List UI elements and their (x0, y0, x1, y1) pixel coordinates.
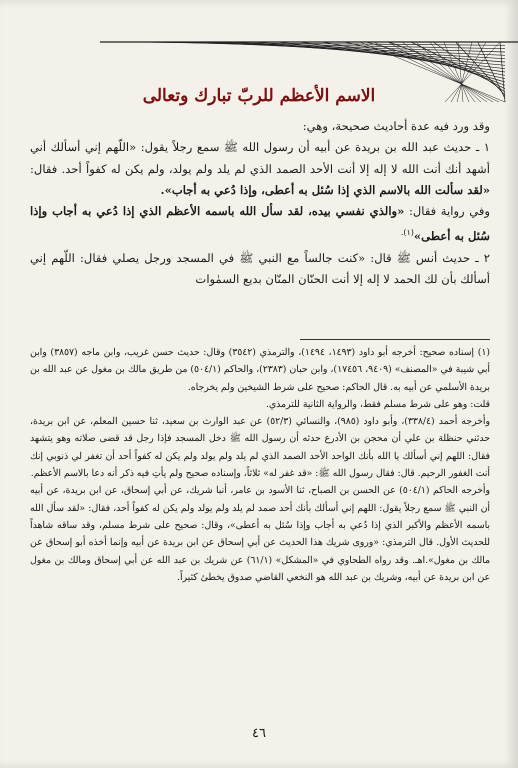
hadith-1 (30, 137, 490, 201)
footnote-hakim: وأخرجه الحاكم (٥٠٤/١) عن الحسن بن الصباح، ثنا الأسود بن عامر، أنبا شريك، عن أبي إسحاق، عن ابن بريدة، عن أبيه أن النبي ﷺ سمع رجلاً يقول: اللهم إني أسألك بأنك أحد صمد لم يلد ولم يولد ولم يكن له كفواً أحد، فقال: «لقد سأل الله باسمه الأعظم والأكبر الذي إذا دُعي به أجاب وإذا سُئل به أعطى»، وقال: صحيح على شرط مسلم، وقد ساقه شاهداً للحديث الأول. قال الترمذي: «وروى شريك هذا الحديث عن أبي إسحاق عن ابن بريدة عن أبيه وإنما أخذه أبو إسحاق عن مالك بن مغول».اهـ. وقد رواه الطحاوي في «المشكل» (٦١/١) عن شريك بن عبد الله عن أبي إسحاق ومالك بن مغول عن ابن بريدة عن أبيه، وشريك بن عبد الله هو النخعي القاضي صدوق يخطئ كثيراً. (30, 485, 490, 583)
chapter-title: الاسم الأعظم للربّ تبارك وتعالى (142, 86, 376, 106)
page-number: ٤٦ (252, 726, 266, 741)
footnotes (30, 344, 490, 586)
hadith-2-text: ٢ ـ حديث أنس ﷺ قال: «كنت جالساً مع النبي ﷺ في المسجد ورجل يصلي فقال: اللّهم إني أسألك بأن لك الحمد لا إله إلا أنت الحنّان المنّان بديع السمٰوات (30, 250, 490, 286)
hadith-2 (30, 248, 490, 291)
variant-quote: «والذي نفسي بيده، لقد سأل الله باسمه الأعظم الذي إذا دُعي به أجاب وإذا سُئل به أعطى» (30, 204, 490, 244)
variant-text: وفي رواية فقال: (408, 204, 491, 219)
footnote-comment: قلت: وهو على شرط مسلم فقط، والرواية الثانية للترمذي. (265, 398, 490, 410)
hadith-1-quote: «لقد سألت الله بالاسم الذي إذا سُئل به أعطى، وإذا دُعي به أجاب». (160, 182, 490, 197)
footnote-ahmad: وأخرجه أحمد (٣٣٨/٤)، وأبو داود (٩٨٥)، والنسائي (٥٢/٣) عن عبد الوارث بن سعيد، ثنا حسين المعلم، عن ابن بريدة، حدثني حنظلة بن علي أن محجن بن الأدرع حدثه أن رسول الله ﷺ دخل المسجد فإذا رجل قد قضى صلاته وهو يتشهد فقال: اللهم إني أسألك يا الله بأنك الواحد الأحد الصمد الذي لم يلد ولم يولد ولم يكن له كفواً أحد أن تغفر لي ذنوبي إنك أنت الغفور الرحيم. قال: فقال رسول الله ﷺ: «قد غفر له» ثلاثاً، وإسناده صحيح ولم يأتِ فيه ذكر أنه دعا بالاسم الأعظم. (30, 416, 490, 480)
footnote-divider (300, 339, 490, 340)
intro-line: وقد ورد فيه عدة أحاديث صحيحة، وهي: (302, 119, 490, 133)
main-text (30, 116, 490, 290)
hadith-1-text: ١ ـ حديث عبد الله بن بريدة عن أبيه أن رسول الله ﷺ سمع رجلاً يقول: «اللّهم إني أسألك أني أشهد أنك أنت الله لا إله إلا أنت الأحد الصمد الذي لم يلد ولم يولد، ولم يكن له كفواً أحد. فقال: (30, 140, 490, 176)
footnote-1: (١) إسناده صحيح: أخرجه أبو داود (١٤٩٣، ١٤٩٤)، والترمذي (٣٥٤٢) وقال: حديث حسن غريب، وابن ماجه (٣٨٥٧) وابن أبي شيبة في «المصنف» (٩٤٠٩، ١٧٤٥٦)، وابن حبان (٢٣٨٣)، والحاكم (٥٠٤/١) من طريق مالك بن مغول عن عبد الله بن بريدة الأسلمي عن أبيه به. قال الحاكم: صحيح على شرط الشيخين ولم يخرجاه. (30, 347, 490, 393)
footnote-ref[interactable]: (١). (400, 228, 414, 238)
variant-narration (30, 201, 490, 247)
